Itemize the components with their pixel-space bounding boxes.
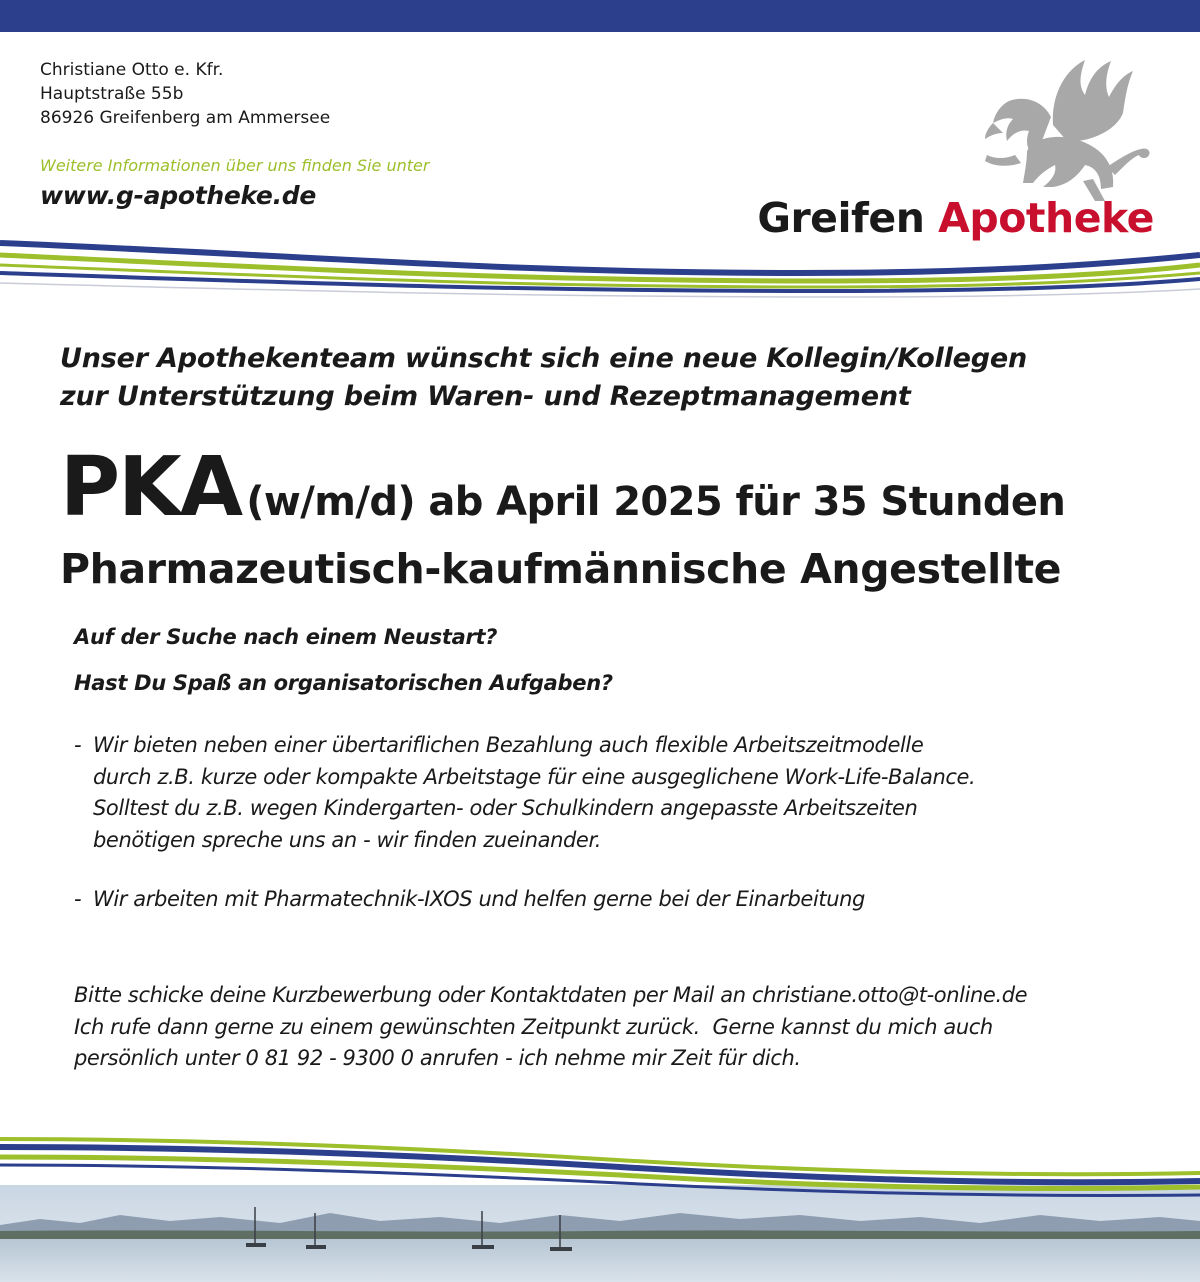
- bullet-1-line-1: Wir bieten neben einer übertariflichen Bezahlung auch flexible Arbeitszeitmodelle: [93, 733, 924, 757]
- logo-name-greifen: Greifen: [757, 194, 925, 242]
- more-info-text: Weitere Informationen über uns finden Sie unter: [40, 156, 430, 175]
- bullet-dash: -: [74, 887, 82, 911]
- question-2: Hast Du Spaß an organisatorischen Aufgaben?: [74, 671, 613, 695]
- bullet-1-line-2: durch z.B. kurze oder kompakte Arbeitstage für eine ausgeglichene Work-Life-Balance.: [93, 764, 976, 789]
- griffin-icon: [955, 55, 1155, 205]
- address-owner: Christiane Otto e. Kfr.: [40, 60, 224, 80]
- decorative-wave-top: [0, 225, 1200, 305]
- intro-line-2: zur Unterstützung beim Waren- und Rezeptmanagement: [60, 381, 911, 412]
- closing-line-3: persönlich unter 0 81 92 - 9300 0 anrufen - ich nehme mir Zeit für dich.: [74, 1046, 801, 1070]
- intro-line-1: Unser Apothekenteam wünscht sich eine neue Kollegin/Kollegen: [60, 343, 1028, 374]
- bullet-1-line-3: Solltest du z.B. wegen Kindergarten- oder Schulkindern angepasste Arbeitszeiten: [93, 796, 918, 820]
- address-street: Hauptstraße 55b: [40, 84, 184, 104]
- top-color-bar: [0, 0, 1200, 32]
- closing-text: [74, 980, 1027, 1075]
- decorative-wave-bottom: [0, 1125, 1200, 1205]
- list-item: [74, 884, 865, 916]
- closing-line-2: Ich rufe dann gerne zu einem gewünschten Zeitpunkt zurück. Gerne kannst du mich auch: [74, 1014, 993, 1039]
- pharmacy-address: [40, 58, 330, 130]
- address-city: 86926 Greifenberg am Ammersee: [40, 108, 331, 128]
- bullet-2-line-1: Wir arbeiten mit Pharmatechnik-IXOS und helfen gerne bei der Einarbeitung: [93, 887, 865, 911]
- job-terms: (w/m/d) ab April 2025 für 35 Stunden: [246, 479, 1066, 525]
- bullet-dash: -: [74, 733, 82, 757]
- closing-line-1: Bitte schicke deine Kurzbewerbung oder Kontaktdaten per Mail an christiane.otto@t-online.de: [74, 983, 1028, 1007]
- question-1: Auf der Suche nach einem Neustart?: [74, 625, 498, 649]
- website-link[interactable]: www.g-apotheke.de: [40, 181, 317, 210]
- list-item: [74, 730, 975, 856]
- job-title: PKA: [60, 440, 242, 535]
- bullet-1-line-4: benötigen spreche uns an - wir finden zueinander.: [93, 827, 602, 852]
- job-headline: [60, 440, 1065, 535]
- job-subtitle: Pharmazeutisch-kaufmännische Angestellte: [60, 545, 1062, 593]
- intro-text: [60, 340, 1027, 416]
- logo-name-apotheke: Apotheke: [938, 194, 1154, 242]
